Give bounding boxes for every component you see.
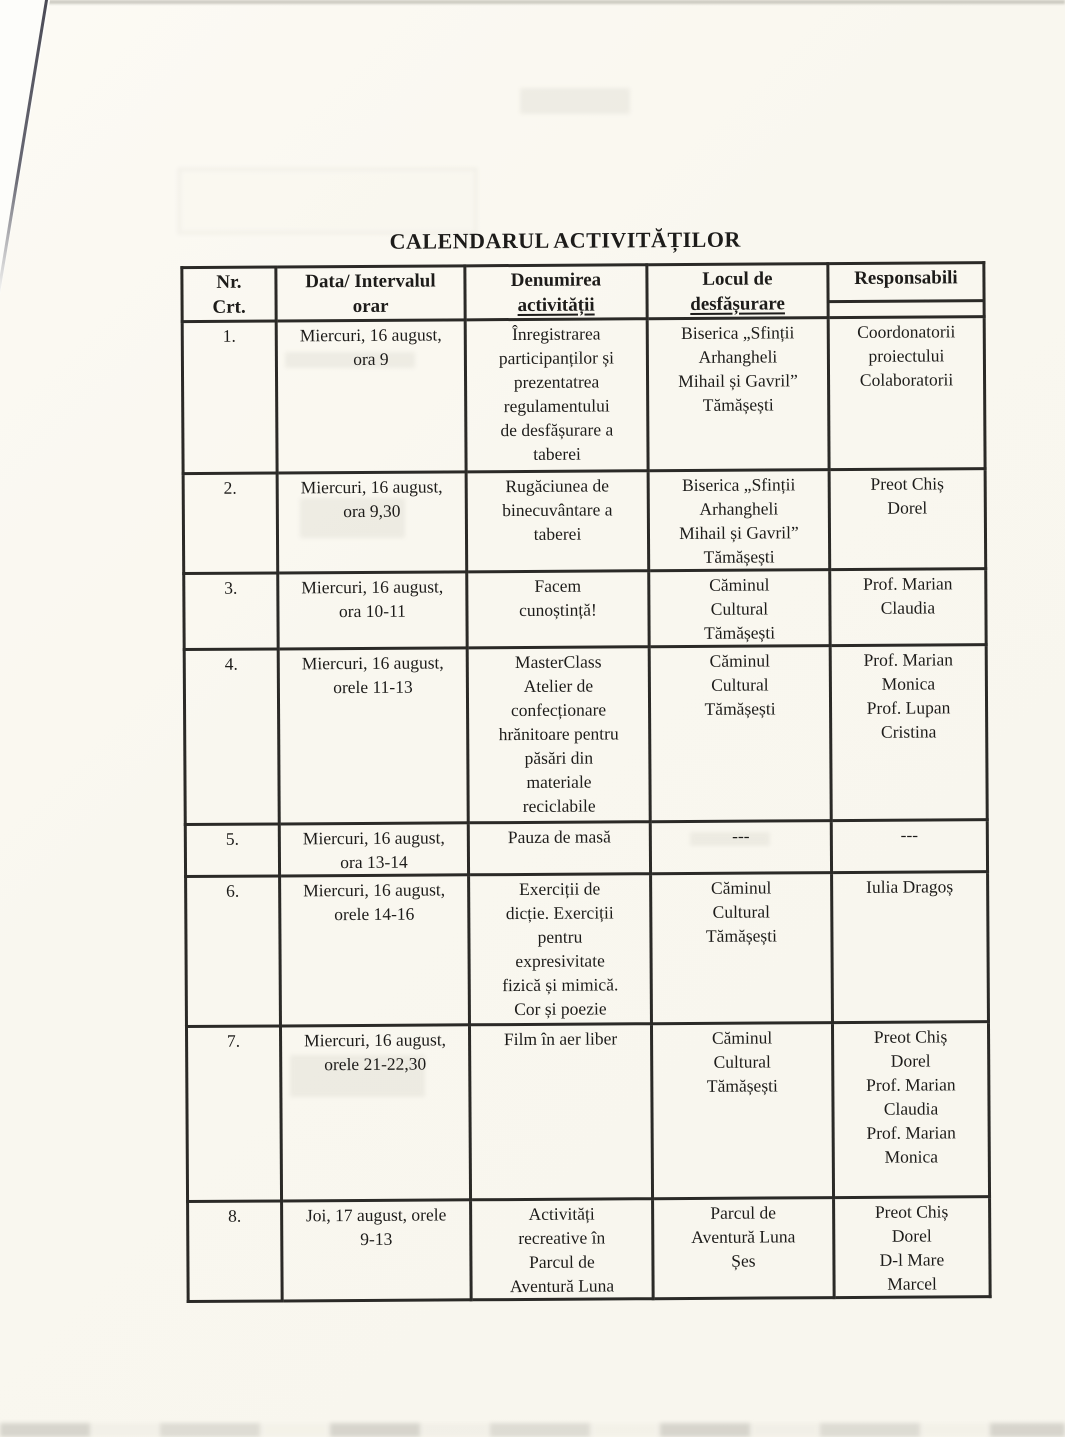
- table-row: [186, 872, 989, 1027]
- table-row: [188, 1197, 991, 1302]
- cell-nr: 5.: [185, 824, 279, 877]
- header-responsabili: [828, 263, 984, 318]
- scan-bottom-edge: [0, 1423, 1065, 1437]
- cell-data-interval: Joi, 17 august, orele 9-13: [282, 1200, 472, 1301]
- cell-denumire-activitate: Facem cunoștință!: [467, 571, 649, 648]
- cell-responsabili: ---: [831, 820, 987, 873]
- cell-nr: 4.: [184, 649, 279, 825]
- cell-locul-desfasurare: Căminul Cultural Tămășești: [649, 646, 831, 822]
- cell-responsabili: Preot Chiș Dorel Prof. Marian Claudia Prof. Marian Monica: [832, 1022, 989, 1198]
- cell-data-interval: Miercuri, 16 august, orele 11-13: [278, 648, 468, 824]
- page-corner: [0, 0, 52, 300]
- cell-locul-desfasurare: ---: [650, 821, 831, 874]
- table-body: [182, 317, 990, 1302]
- header-text: Data/ Intervalul: [305, 270, 436, 293]
- table-row: [186, 1022, 989, 1202]
- cell-denumire-activitate: Exerciții de dicție. Exerciții pentru expresivitate fizică și mimică. Cor și poezie: [469, 874, 652, 1025]
- cell-data-interval: Miercuri, 16 august, orele 14-16: [280, 875, 470, 1026]
- header-text: Locul de: [702, 268, 773, 290]
- cell-responsabili: Preot Chiș Dorel: [829, 469, 986, 570]
- table-row: [183, 469, 986, 574]
- cell-locul-desfasurare: Căminul Cultural Tămășești: [651, 873, 833, 1024]
- scan-top-edge: [40, 0, 1065, 4]
- header-text: activității: [517, 294, 595, 317]
- cell-denumire-activitate: Film în aer liber: [469, 1024, 652, 1200]
- cell-locul-desfasurare: Căminul Cultural Tămășești: [649, 570, 830, 647]
- bleed-through-artifact: [520, 88, 630, 114]
- header-text: Nr.: [216, 271, 242, 293]
- table-row: [182, 317, 985, 474]
- header-text: orar: [352, 295, 389, 318]
- header-data-interval: [276, 266, 465, 321]
- header-denumire: [465, 265, 647, 320]
- cell-denumire-activitate: Înregistrarea participanților și prezentatrea regulamentului de desfășurare a taberei: [465, 319, 648, 472]
- cell-nr: 1.: [182, 321, 277, 474]
- cell-denumire-activitate: Activități recreative în Parcul de Aventură Luna: [471, 1199, 654, 1300]
- cell-responsabili: Coordonatorii proiectului Colaboratorii: [828, 317, 985, 470]
- cell-locul-desfasurare: Biserica „Sfinții Arhangheli Mihail și Gavril” Tămășești: [648, 470, 830, 571]
- cell-locul-desfasurare: Căminul Cultural Tămășești: [651, 1023, 833, 1199]
- cell-data-interval: Miercuri, 16 august, orele 21-22,30: [280, 1025, 470, 1201]
- header-text: desfășurare: [690, 293, 785, 315]
- header-text: Responsabili: [854, 267, 958, 289]
- cell-responsabili: Preot Chiș Dorel D-l Mare Marcel: [834, 1197, 991, 1298]
- header-nr-crt: [182, 267, 276, 322]
- header-text: Crt.: [212, 296, 246, 318]
- cell-denumire-activitate: Rugăciunea de binecuvântare a taberei: [466, 471, 649, 572]
- activities-table: [180, 261, 991, 1303]
- cell-denumire-activitate: Pauza de masă: [468, 822, 650, 875]
- header-text: Denumirea: [510, 269, 602, 292]
- header-locul: [647, 264, 828, 319]
- page-title: CALENDARUL ACTIVITĂȚILOR: [389, 226, 741, 254]
- cell-responsabili: Prof. Marian Claudia: [830, 569, 986, 646]
- cell-nr: 3.: [184, 573, 278, 650]
- cell-nr: 7.: [186, 1026, 281, 1202]
- cell-data-interval: Miercuri, 16 august, ora 9: [276, 320, 466, 473]
- header-row: [182, 263, 984, 322]
- cell-responsabili: Prof. Marian Monica Prof. Lupan Cristina: [830, 645, 987, 821]
- cell-locul-desfasurare: Biserica „Sfinții Arhangheli Mihail și Gavril” Tămășești: [647, 318, 829, 471]
- table-row: [184, 569, 986, 650]
- table-row: [185, 820, 987, 877]
- cell-denumire-activitate: MasterClass Atelier de confecționare hrănitoare pentru păsări din materiale reciclabile: [467, 647, 650, 823]
- cell-nr: 2.: [183, 473, 278, 574]
- bleed-through-artifact: [178, 168, 477, 234]
- cell-data-interval: Miercuri, 16 august, ora 13-14: [279, 823, 468, 876]
- cell-nr: 6.: [186, 876, 281, 1027]
- cell-data-interval: Miercuri, 16 august, ora 10-11: [278, 572, 467, 649]
- cell-locul-desfasurare: Parcul de Aventură Luna Șes: [653, 1198, 835, 1299]
- cell-responsabili: Iulia Dragoș: [832, 872, 989, 1023]
- cell-data-interval: Miercuri, 16 august, ora 9,30: [277, 472, 467, 573]
- table-row: [184, 645, 987, 825]
- cell-nr: 8.: [188, 1201, 283, 1302]
